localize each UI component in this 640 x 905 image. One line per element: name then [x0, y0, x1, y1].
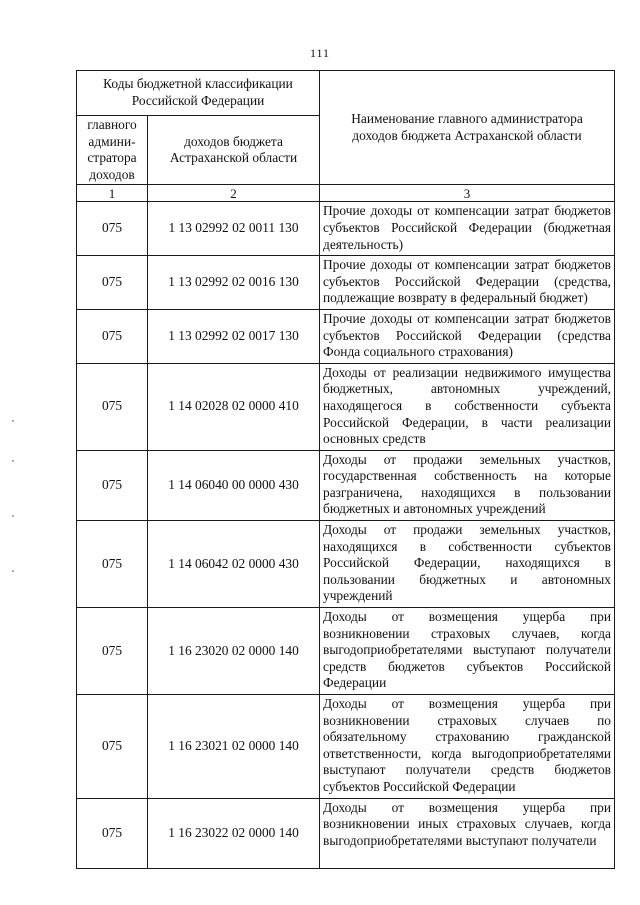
- income-code: 1 13 02992 02 0016 130: [148, 256, 320, 310]
- column-number: 3: [320, 185, 615, 202]
- income-name: Прочие доходы от компенсации затрат бюджетов субъектов Российской Федерации (средства, подлежащие возврату в федеральный бюджет): [320, 256, 615, 310]
- page-number: 111: [309, 46, 331, 60]
- column-number-row: [77, 185, 615, 202]
- income-code: 1 16 23021 02 0000 140: [148, 695, 320, 799]
- header-row-1: [77, 71, 615, 116]
- table-row: [77, 695, 615, 799]
- income-code: 1 13 02992 02 0017 130: [148, 309, 320, 363]
- admin-code: 075: [77, 521, 148, 608]
- table-row: [77, 798, 615, 868]
- income-name: Прочие доходы от компенсации затрат бюджетов субъектов Российской Федерации (средства Фонда социального страхования): [320, 309, 615, 363]
- header-name-column: Наименование главного администратора доходов бюджета Астраханской области: [320, 71, 615, 185]
- table-row: [77, 608, 615, 695]
- header-group-title: Коды бюджетной классификации Российской Федерации: [77, 71, 320, 116]
- admin-code: 075: [77, 695, 148, 799]
- income-code: 1 16 23022 02 0000 140: [148, 798, 320, 868]
- income-name: [320, 798, 615, 868]
- admin-code: 075: [77, 450, 148, 520]
- income-code: 1 14 02028 02 0000 410: [148, 363, 320, 450]
- column-number: 1: [77, 185, 148, 202]
- header-code-column: доходов бюджета Астраханской области: [148, 116, 320, 185]
- income-name-text: Доходы от возмещения ущерба при возникновении иных страховых случаев, когда выгодоприобретателями выступают получатели: [323, 799, 611, 848]
- scan-margin-marks: [12, 420, 15, 580]
- admin-code: 075: [77, 608, 148, 695]
- income-name: Доходы от продажи земельных участков, государственная собственность на которые разграничена, находящихся в пользовании бюджетных и автономных учреждений: [320, 450, 615, 520]
- header-admin-column: главного админи-стратора доходов: [77, 116, 148, 185]
- table-row: [77, 521, 615, 608]
- budget-codes-table: [76, 70, 615, 869]
- admin-code: 075: [77, 363, 148, 450]
- income-code: 1 16 23020 02 0000 140: [148, 608, 320, 695]
- admin-code: 075: [77, 309, 148, 363]
- income-name: Доходы от продажи земельных участков, находящихся в собственности субъектов Российской Федерации, находящихся в пользовании бюджетных и автономных учреждений: [320, 521, 615, 608]
- income-name: Прочие доходы от компенсации затрат бюджетов субъектов Российской Федерации (бюджетная деятельность): [320, 202, 615, 256]
- admin-code: 075: [77, 798, 148, 868]
- admin-code: 075: [77, 202, 148, 256]
- table-row: [77, 256, 615, 310]
- income-code: 1 14 06042 02 0000 430: [148, 521, 320, 608]
- income-name: Доходы от возмещения ущерба при возникновении страховых случаев по обязательному страхованию гражданской ответственности, когда выгодоприобретателями выступают получатели средств бюджетов субъектов Российской Федерации: [320, 695, 615, 799]
- table-row: [77, 202, 615, 256]
- table-row: [77, 309, 615, 363]
- income-code: 1 14 06040 00 0000 430: [148, 450, 320, 520]
- admin-code: 075: [77, 256, 148, 310]
- table-row: [77, 450, 615, 520]
- income-name: Доходы от реализации недвижимого имущества бюджетных, автономных учреждений, находящегося в собственности субъекта Российской Федерации, в части реализации основных средств: [320, 363, 615, 450]
- income-name: Доходы от возмещения ущерба при возникновении страховых случаев, когда выгодоприобретателями выступают получатели средств бюджетов субъектов Российской Федерации: [320, 608, 615, 695]
- table-row: [77, 363, 615, 450]
- income-code: 1 13 02992 02 0011 130: [148, 202, 320, 256]
- column-number: 2: [148, 185, 320, 202]
